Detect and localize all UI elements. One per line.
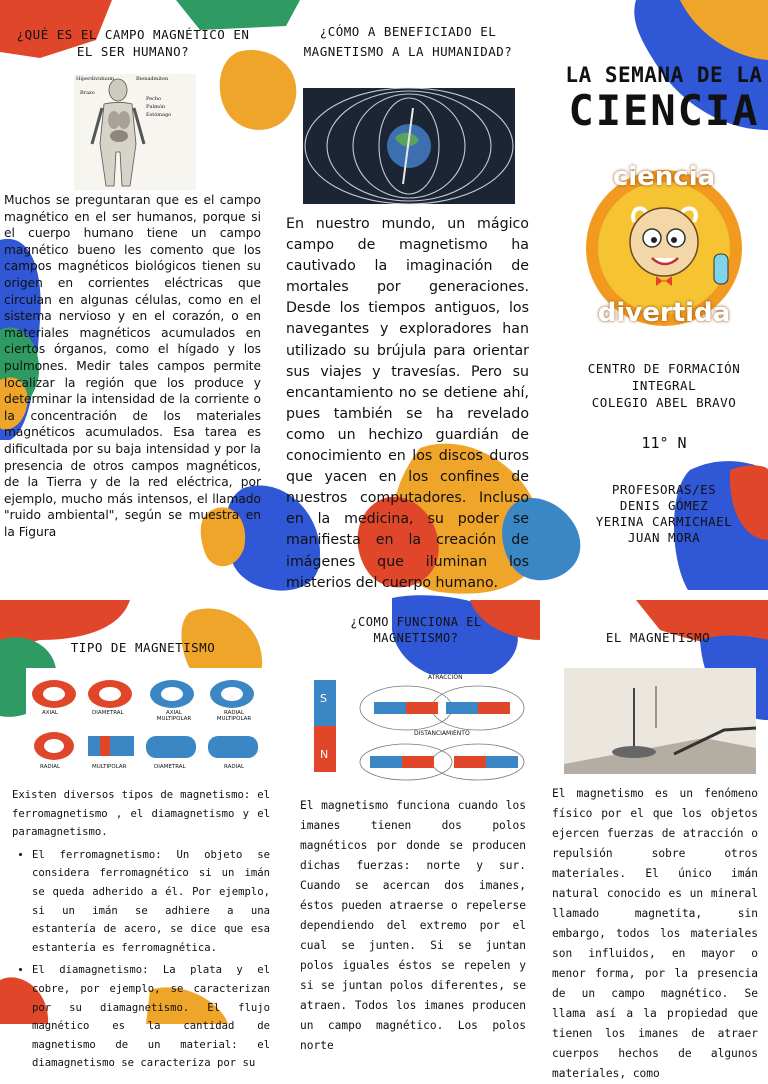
diagram-label: MULTIPOLAR xyxy=(92,764,127,770)
panel4-body xyxy=(12,786,270,1077)
school-line: COLEGIO ABEL BRAVO xyxy=(591,395,737,410)
human-anatomy-image xyxy=(74,74,196,190)
anatomy-label: Hiperdividuum xyxy=(76,76,115,82)
pole-label-n: N xyxy=(320,748,329,761)
list-item: • El ferromagnetismo: Un objeto se considera ferromagnético si un imán se queda adherido a él. Por ejemplo, si un imán se adhiere a una estantería de acero, se dice que esa estantería es ferromagnética. xyxy=(32,846,270,958)
earth-magnetic-field-image xyxy=(303,88,515,204)
list-item: • El diamagnetismo: La plata y el cobre, por ejemplo, se caracterizan por su diamagnetismo. El flujo magnético es la cantidad de magnetismo de un material: el diamagnetismo se caracteriza por su xyxy=(32,961,270,1073)
panel4-title: TIPO DE MAGNETISMO xyxy=(70,640,216,655)
logo-text-bottom: divertida xyxy=(597,298,731,328)
anatomy-label: Pecho xyxy=(146,96,162,102)
panel-magnetism-types xyxy=(12,640,274,1070)
diagram-label: ATRACCIÓN xyxy=(428,674,463,681)
teacher-name: YERINA CARMICHAEL xyxy=(595,514,733,529)
panel5-title: ¿COMO FUNCIONA EL MAGNETISMO? xyxy=(350,615,482,645)
anatomy-label: Estómago xyxy=(146,112,172,118)
panel1-title: ¿QUÉ ES EL CAMPO MAGNÉTICO EN EL SER HUMANO? xyxy=(16,27,250,59)
science-logo xyxy=(574,158,754,338)
anatomy-label: Brazo xyxy=(80,90,95,96)
school-line: CENTRO DE FORMACIÓN xyxy=(587,361,741,376)
diagram-label: AXIAL xyxy=(42,710,58,716)
panel-magnetism-benefits xyxy=(286,22,530,597)
pole-label-s: S xyxy=(320,692,327,705)
cover-title-line2: CIENCIA xyxy=(568,86,760,135)
magnet-experiment-image xyxy=(564,668,756,774)
anatomy-label: Pulmón xyxy=(146,104,166,110)
diagram-label: RADIAL MULTIPOLAR xyxy=(216,710,252,722)
teacher-name: DENIS GÓMEZ xyxy=(619,498,709,513)
panel5-body: El magnetismo funciona cuando los imanes tienen dos polos magnéticos por donde se producen dichas fuerzas: norte y sur. Cuando se acercan dos imanes, éstos pueden atraerse o repelerse dependiendo del extremo por el cual se junten. Si se juntan polos iguales éstos se repelen y si se juntan polos diferentes, se atraen. Todos los imanes producen un campo magnético. Los polos norte xyxy=(300,799,526,1052)
panel6-title: EL MAGNETISMO xyxy=(605,630,711,645)
diagram-label: RADIAL xyxy=(224,764,245,770)
diagram-label: DIAMETRAL xyxy=(154,764,186,770)
teachers-block xyxy=(560,482,768,546)
panel2-body: En nuestro mundo, un mágico campo de magnetismo ha cautivado la imaginación de mortales por generaciones. Desde los tiempos antiguos, los navegantes y exploradores han utilizado su brújula para orientar sus viajes y travesías. Pero su encantamiento no se detiene ahí, pues también se ha revelado como un hechizo guardián de conocimiento en los discos duros que yacen en los confines de nuestros computadores. Incluso en la medicina, su poder se manifiesta en la creación de imágenes que iluminan los misterios del cuerpo humano. xyxy=(286,216,529,591)
panel1-body: Muchos se preguntaran que es el campo magnético en el ser humanos, porque si el cuerpo humano tiene un campo magnético bueno les comento que los campos magnéticos biológicos tienen su origen en corrientes eléctricas que circulan en algunas células, como en el sistema nervioso y en el corazón, o en materiales magnéticos acumulados en ciertos órganos, como el hígado y los pulmones. Medir tales campos permite localizar la región que los produce y determinar la intensidad de la corriente o la concentración de los materiales magnéticos acumulados. Esa tarea es dificultada por su baja intensidad y por la presencia de otros campos magnéticos, de la Tierra y de la red eléctrica, por ejemplo, mucho más intensos, el llamado "ruido ambiental", según se muestra en la Figura xyxy=(4,193,261,539)
panel2-title: ¿CÓMO A BENEFICIADO EL MAGNETISMO A LA HUMANIDAD? xyxy=(303,24,513,59)
magnet-attraction-diagram xyxy=(310,674,526,784)
magnetism-types-list xyxy=(12,846,270,1073)
diagram-label: AXIAL MULTIPOLAR xyxy=(156,710,192,722)
anatomy-label: Bienadmiten xyxy=(136,76,169,82)
panel6-body: El magnetismo es un fenómeno físico por el que los objetos ejercen fuerzas de atracción o repulsión sobre otros materiales. El único imán natural conocido es un mineral llamado magnetita, sin embargo, todos los materiales son influidos, en mayor o menor forma, por la presencia de un campo magnético. Se llama así a la propiedad que tienen los imanes de atraer cuerpos hechos de algunos materiales, como xyxy=(552,787,758,1080)
teachers-label: PROFESORAS/ES xyxy=(611,482,717,497)
panel-human-magnetic-field xyxy=(4,26,262,566)
grade-label: 11° N xyxy=(641,434,687,452)
teacher-name: JUAN MORA xyxy=(627,530,701,545)
diagram-label: DISTANCIAMIENTO xyxy=(414,730,470,737)
magnet-poles-graphic xyxy=(310,674,526,784)
magnet-types-diagram xyxy=(26,668,262,778)
panel-how-magnetism-works xyxy=(300,614,532,1052)
panel-magnetism xyxy=(552,630,764,1080)
school-line: INTEGRAL xyxy=(631,378,697,393)
cover-title-line1: LA SEMANA DE LA xyxy=(565,63,763,87)
panel4-intro: Existen diversos tipos de magnetismo: el ferromagnetismo , el diamagnetismo y el paramagnetismo. xyxy=(12,789,270,839)
diagram-label: DIAMETRAL xyxy=(92,710,124,716)
logo-text-top: ciencia xyxy=(612,162,716,192)
school-info xyxy=(560,360,768,411)
earth-field-lines xyxy=(303,88,515,204)
panel-cover xyxy=(560,62,768,562)
ring-magnets-graphic xyxy=(26,668,262,778)
diagram-label: RADIAL xyxy=(40,764,61,770)
engraving-graphic xyxy=(564,668,756,774)
